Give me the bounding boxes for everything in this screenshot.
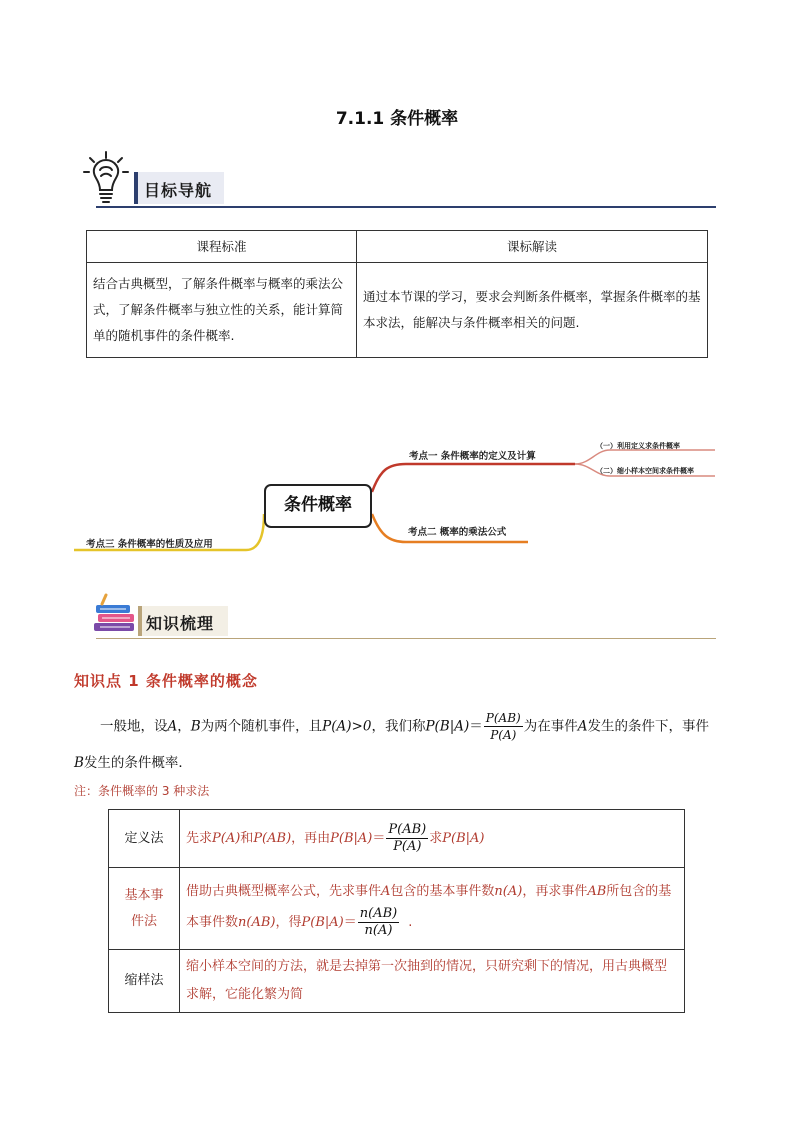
method-math: P(A)	[212, 831, 241, 846]
methods-table	[108, 809, 685, 1013]
method-text: .	[408, 915, 413, 930]
method-name-line: 基本事	[124, 887, 164, 903]
section-knowledge-label: 知识梳理	[146, 614, 215, 633]
method-name	[109, 868, 180, 950]
method-math: P(B|A)	[442, 831, 485, 846]
method-text: ，再求事件	[522, 884, 588, 899]
method-text: ＝	[372, 831, 386, 846]
method-text: ，再由	[291, 831, 331, 846]
books-icon	[92, 593, 140, 635]
method-fraction-den: P(A)	[393, 839, 422, 854]
method-math: P(AB)	[253, 831, 292, 846]
kp1-text: 发生的条件概率．	[83, 755, 192, 771]
method-name: 缩样法	[109, 950, 180, 1013]
kp1-text: ，我们称	[371, 718, 426, 735]
method-text: 所包含的基本事件数	[186, 884, 672, 930]
goal-table-cell: 通过本节课的学习，要求会判断条件概率，掌握条件概率的基本求法，能解决与条件概率相关的问题.	[357, 263, 708, 358]
method-fraction	[386, 822, 428, 855]
method-desc: 缩小样本空间的方法，就是去掉第一次抽到的情况，只研究剩下的情况，用古典概型求解，它能化繁为简	[180, 950, 685, 1013]
kp1-var: A	[577, 718, 588, 735]
knowledge-point-title: 知识点 1 条件概率的概念	[74, 672, 258, 690]
method-math: P(B|A)	[301, 915, 344, 930]
section-goal-label: 目标导航	[144, 181, 213, 200]
kp1-fraction-den: P(A)	[490, 728, 517, 742]
method-fraction-den: n(A)	[364, 923, 393, 938]
kp1-text: 为两个随机事件，且	[200, 718, 323, 735]
method-math: n(A)	[494, 884, 523, 899]
note-label: 注：条件概率的 3 种求法	[74, 784, 210, 798]
method-fraction-num: n(AB)	[359, 906, 398, 921]
method-text: 求	[429, 831, 443, 846]
method-text: ，得	[275, 915, 302, 930]
mindmap-branch-1: 考点一 条件概率的定义及计算	[409, 451, 536, 462]
method-math: A	[381, 884, 391, 899]
goal-table-cell: 结合古典概型，了解条件概率与概率的乘法公式，了解条件概率与独立性的关系，能计算简单的随机事件的条件概率.	[87, 263, 357, 358]
kp1-math: P(B|A)	[425, 718, 470, 735]
method-text: 和	[240, 831, 254, 846]
page-title: 7.1.1 条件概率	[335, 109, 459, 129]
method-math: AB	[587, 884, 607, 899]
method-text: ＝	[343, 915, 357, 930]
kp1-text: 发生的条件下，事件	[587, 718, 709, 735]
mindmap-branch-2: 考点二 概率的乘法公式	[408, 527, 507, 538]
kp1-definition-line2	[74, 752, 192, 774]
kp1-var: A	[167, 718, 178, 735]
kp1-text: ，	[177, 718, 191, 735]
method-math: n(AB)	[238, 915, 276, 930]
kp1-fraction-num: P(AB)	[485, 711, 521, 725]
method-desc	[180, 810, 685, 868]
kp1-text: 一般地，设	[100, 718, 168, 735]
lightbulb-icon	[82, 150, 130, 206]
kp1-var: B	[190, 718, 201, 735]
method-text: 包含的基本事件数	[390, 884, 495, 899]
mindmap-branch-3: 考点三 条件概率的性质及应用	[86, 539, 213, 550]
method-desc	[180, 868, 685, 950]
method-name: 定义法	[109, 810, 180, 868]
mindmap-branch-1-sub-1: （一）利用定义求条件概率	[596, 442, 680, 450]
kp1-definition-line1	[100, 710, 730, 743]
method-text: 借助古典概型概率公式，先求事件	[186, 884, 382, 899]
method-fraction	[358, 906, 399, 939]
method-text: 先求	[186, 831, 213, 846]
goal-table-header: 课标解读	[357, 231, 708, 263]
method-math: P(B|A)	[330, 831, 373, 846]
kp1-text: ＝	[469, 718, 483, 735]
goal-table	[86, 230, 708, 358]
kp1-math: P(A)>0	[322, 718, 372, 735]
section-knowledge-divider	[96, 638, 716, 639]
method-name-line: 件法	[130, 913, 157, 929]
section-goal-divider	[96, 206, 716, 208]
kp1-text: 为在事件	[523, 718, 578, 735]
mindmap-branch-1-sub-2: （二）缩小样本空间求条件概率	[596, 467, 694, 475]
kp1-var: B	[74, 755, 84, 771]
method-fraction-num: P(AB)	[388, 822, 427, 837]
mindmap-center-node: 条件概率	[264, 484, 372, 528]
kp1-fraction	[484, 710, 523, 743]
goal-table-header: 课程标准	[87, 231, 357, 263]
